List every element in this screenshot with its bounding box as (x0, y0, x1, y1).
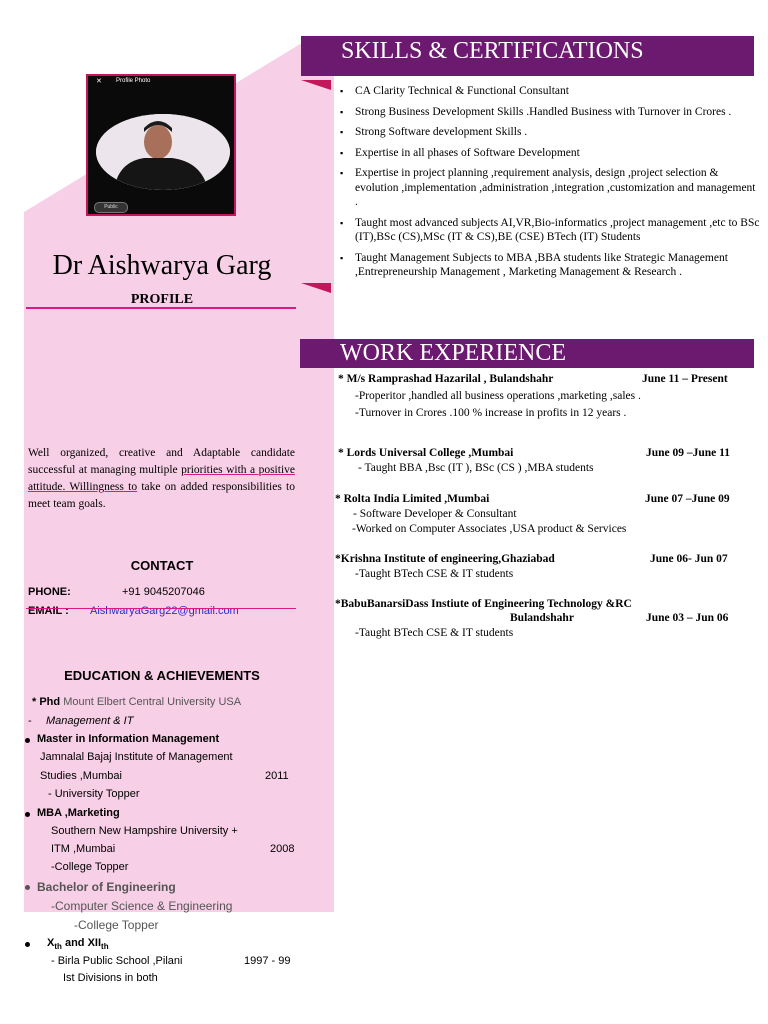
person-name: Dr Aishwarya Garg (52, 250, 272, 281)
job-dates: June 06- Jun 07 (650, 553, 728, 565)
list-item (340, 146, 760, 161)
bullet-icon: ▪ (340, 168, 344, 178)
work-banner (300, 339, 754, 368)
job-dates: June 11 – Present (642, 373, 728, 385)
bullet-icon (25, 885, 30, 890)
photo-title: Profile Photo (116, 78, 151, 84)
job-dates: June 07 –June 09 (645, 493, 730, 505)
mba-year: 2008 (270, 843, 295, 855)
contact-divider (26, 608, 296, 609)
email-link[interactable]: AishwaryaGarg22@gmail.com (90, 605, 239, 617)
mba-institute: Southern New Hampshire University + (51, 825, 238, 837)
list-item-continuation (340, 181, 760, 210)
bullet-icon (25, 812, 30, 817)
job-detail: - Taught BBA ,Bsc (IT ), BSc (CS ) ,MBA students (358, 462, 594, 474)
job-title-location: Bulandshahr (510, 612, 574, 624)
skills-banner (301, 36, 754, 76)
mba-location: ITM ,Mumbai (51, 843, 116, 855)
job-title: *BabuBanarsiDass Instiute of Engineering Technology &RC (335, 598, 632, 610)
skills-heading: SKILLS & CERTIFICATIONS (341, 38, 644, 64)
bullet-icon: ▪ (340, 217, 344, 228)
job-detail: -Properitor ,handled all business operations ,marketing ,sales . (355, 390, 641, 402)
bullet-icon: ▪ (340, 127, 344, 137)
school-th2: th (101, 942, 109, 952)
mim-year: 2011 (265, 770, 289, 782)
profile-photo (86, 74, 236, 216)
phd-prefix: * Phd (32, 696, 61, 708)
bullet-icon: ▪ (340, 86, 344, 96)
skill-text: Taught Management Subjects to MBA ,BBA students like Strategic Management ,Entrepreneurship Management , Marketing Management & Research . (355, 251, 728, 278)
mim-note: - University Topper (48, 788, 140, 800)
job-dates: June 03 – Jun 06 (646, 612, 729, 624)
list-item (340, 251, 760, 280)
job-detail: -Taught BTech CSE & IT students (355, 568, 514, 580)
job-dates: June 09 –June 11 (646, 447, 731, 459)
summary-part-1: Well organized, creative and Adaptable candidate successful at managing multiple (28, 447, 295, 476)
avatar (96, 114, 230, 190)
list-item (340, 216, 760, 245)
close-icon: ✕ (96, 78, 102, 85)
phd-dash: - (28, 715, 32, 727)
school-xii: XII (87, 937, 102, 949)
work-heading: WORK EXPERIENCE (340, 340, 566, 366)
job-title: * M/s Ramprashad Hazarilal , Bulandshahr (338, 373, 554, 385)
person-silhouette (96, 114, 230, 190)
profile-heading: PROFILE (130, 292, 194, 307)
job-detail: -Turnover in Crores .100 % increase in profits in 12 years . (355, 407, 627, 419)
job-title: * Rolta India Limited ,Mumbai (335, 493, 490, 505)
job-detail: -Taught BTech CSE & IT students (355, 627, 514, 639)
mim-title: Master in Information Management (37, 733, 220, 745)
bullet-icon: ▪ (340, 252, 344, 263)
contact-heading: CONTACT (130, 558, 194, 573)
ribbon-decoration (301, 80, 331, 90)
job-detail: -Worked on Computer Associates ,USA product & Services (352, 523, 627, 535)
skill-text: Expertise in project planning ,requirement analysis, design ,project selection & (355, 167, 719, 179)
profile-divider (26, 307, 296, 309)
skill-text: Expertise in all phases of Software Development (355, 146, 580, 159)
email-label: EMAIL : (28, 605, 69, 617)
school-x: X (47, 937, 55, 949)
job-detail: - Software Developer & Consultant (353, 508, 517, 520)
be-note: -College Topper (74, 918, 159, 932)
visibility-pill: Public (94, 202, 128, 213)
school-note: Ist Divisions in both (63, 972, 158, 984)
list-item (340, 125, 760, 140)
skill-text: Taught most advanced subjects AI,VR,Bio-informatics ,project management ,etc to BSc (IT),BSc (CS),MSc (IT & CS),BE (CSE) BTech (IT) Students (355, 216, 760, 243)
school-name: - Birla Public School ,Pilani (51, 955, 183, 967)
phd-field: Management & IT (46, 715, 134, 727)
phone-label: PHONE: (28, 586, 71, 598)
phone-value: +91 9045207046 (122, 586, 205, 598)
list-item (340, 166, 760, 181)
school-title (47, 937, 109, 951)
job-title: * Lords Universal College ,Mumbai (338, 447, 514, 459)
school-and: and (64, 937, 85, 949)
bullet-icon: ▪ (340, 106, 344, 117)
skill-text: evolution ,implementation ,administration ,integration ,customization and management . (355, 181, 756, 208)
list-item (340, 84, 760, 99)
mba-title: MBA ,Marketing (37, 807, 120, 819)
skill-text: Strong Business Development Skills .Handled Business with Turnover in Crores . (355, 105, 732, 118)
school-th1: th (54, 942, 62, 952)
phd-university: Mount Elbert Central University USA (63, 696, 242, 708)
phd-entry (32, 696, 241, 708)
bullet-icon: ▪ (340, 147, 344, 158)
education-heading: EDUCATION & ACHIEVEMENTS (64, 668, 260, 683)
summary-part-2: priorities with a positive attitude. Willingness to (28, 464, 295, 493)
bullet-icon (25, 942, 30, 947)
job-title: *Krishna Institute of engineering,Ghaziabad (335, 553, 555, 565)
mim-location: Studies ,Mumbai (40, 770, 122, 782)
list-item (340, 105, 760, 120)
skill-text: CA Clarity Technical & Functional Consultant (355, 85, 569, 97)
skills-list (340, 84, 760, 286)
bullet-icon (25, 738, 30, 743)
profile-summary (28, 445, 295, 513)
mim-institute: Jamnalal Bajaj Institute of Management (40, 751, 233, 763)
school-year: 1997 - 99 (244, 955, 291, 967)
ribbon-decoration (301, 283, 331, 293)
skill-text: Strong Software development Skills . (355, 126, 528, 138)
be-title: Bachelor of Engineering (37, 880, 176, 894)
mba-note: -College Topper (51, 861, 129, 873)
summary-part-3: take on added responsibilities to meet team goals. (28, 481, 295, 510)
be-branch: -Computer Science & Engineering (51, 899, 233, 913)
